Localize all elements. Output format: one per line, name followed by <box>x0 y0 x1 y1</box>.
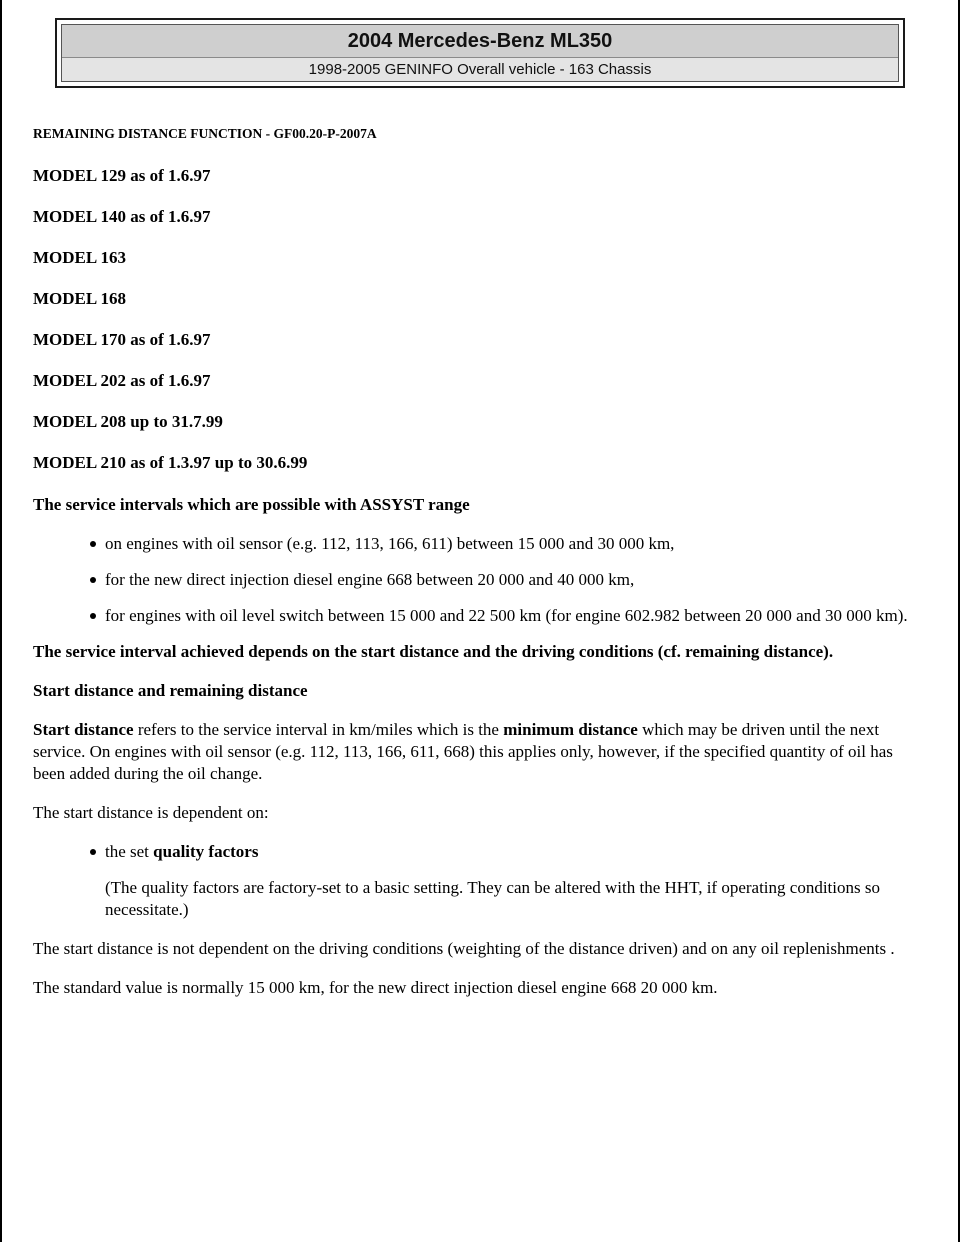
list-item-text: on engines with oil sensor (e.g. 112, 113, 166, 611) between 15 000 and 30 000 km, <box>105 534 675 553</box>
dependent-intro: The start distance is dependent on: <box>33 803 269 822</box>
bullet-icon <box>90 849 96 855</box>
intervals-list <box>33 533 923 627</box>
header-title: 2004 Mercedes-Benz ML350 <box>347 29 613 52</box>
page-header <box>55 18 905 88</box>
list-item-text: for the new direct injection diesel engine 668 between 20 000 and 40 000 km, <box>105 570 635 589</box>
intervals-heading: The service intervals which are possible with ASSYST range <box>33 495 470 514</box>
achieved-note: The service interval achieved depends on the start distance and the driving conditions (cf. remaining distance). <box>33 642 834 661</box>
page-border-left <box>0 0 2 1242</box>
header-subtitle-band <box>62 58 898 81</box>
bullet-icon <box>90 541 96 547</box>
model-line: MODEL 170 as of 1.6.97 <box>33 330 211 349</box>
quality-factors-term: quality factors <box>153 842 259 861</box>
section-heading: Start distance and remaining distance <box>33 681 308 700</box>
start-distance-term: Start distance <box>33 720 134 739</box>
document-title: REMAINING DISTANCE FUNCTION - GF00.20-P-2007A <box>33 126 377 141</box>
header-subtitle: 1998-2005 GENINFO Overall vehicle - 163 Chassis <box>308 61 652 78</box>
list-item <box>105 569 923 591</box>
start-distance-text-1: refers to the service interval in km/miles which is the <box>133 720 504 739</box>
page-header-frame <box>61 24 899 82</box>
not-dependent-paragraph: The start distance is not dependent on the driving conditions (weighting of the distance driven) and on any oil replenishments . <box>33 939 895 958</box>
list-item <box>105 605 923 627</box>
model-line: MODEL 210 as of 1.3.97 up to 30.6.99 <box>33 453 308 472</box>
list-item-text: for engines with oil level switch between 15 000 and 22 500 km (for engine 602.982 between 20 000 and 30 000 km). <box>105 606 908 625</box>
standard-value-paragraph: The standard value is normally 15 000 km, for the new direct injection diesel engine 668 20 000 km. <box>33 978 718 997</box>
dependency-list <box>33 841 923 863</box>
bullet-icon <box>90 577 96 583</box>
model-line: MODEL 168 <box>33 289 127 308</box>
start-distance-paragraph <box>33 719 923 785</box>
list-item <box>105 533 923 555</box>
quality-factors-note: (The quality factors are factory-set to a basic setting. They can be altered with the HHT, if operating conditions so necessitate.) <box>105 878 880 919</box>
model-line: MODEL 202 as of 1.6.97 <box>33 371 211 390</box>
header-title-band <box>62 25 898 58</box>
bullet-icon <box>90 613 96 619</box>
list-item <box>105 841 923 863</box>
model-line: MODEL 208 up to 31.7.99 <box>33 412 223 431</box>
document-body <box>33 126 923 1016</box>
start-distance-text-2: which may be driven until the next service. On engines with oil sensor (e.g. 112, 113, 166, 611, 668) this applies only, however, if the specified quantity of oil has been added during the oil change. <box>33 720 893 783</box>
model-line: MODEL 129 as of 1.6.97 <box>33 166 211 185</box>
minimum-distance-term: minimum distance <box>503 720 638 739</box>
model-line: MODEL 163 <box>33 248 127 267</box>
model-line: MODEL 140 as of 1.6.97 <box>33 207 211 226</box>
dependency-prefix: the set <box>105 842 154 861</box>
